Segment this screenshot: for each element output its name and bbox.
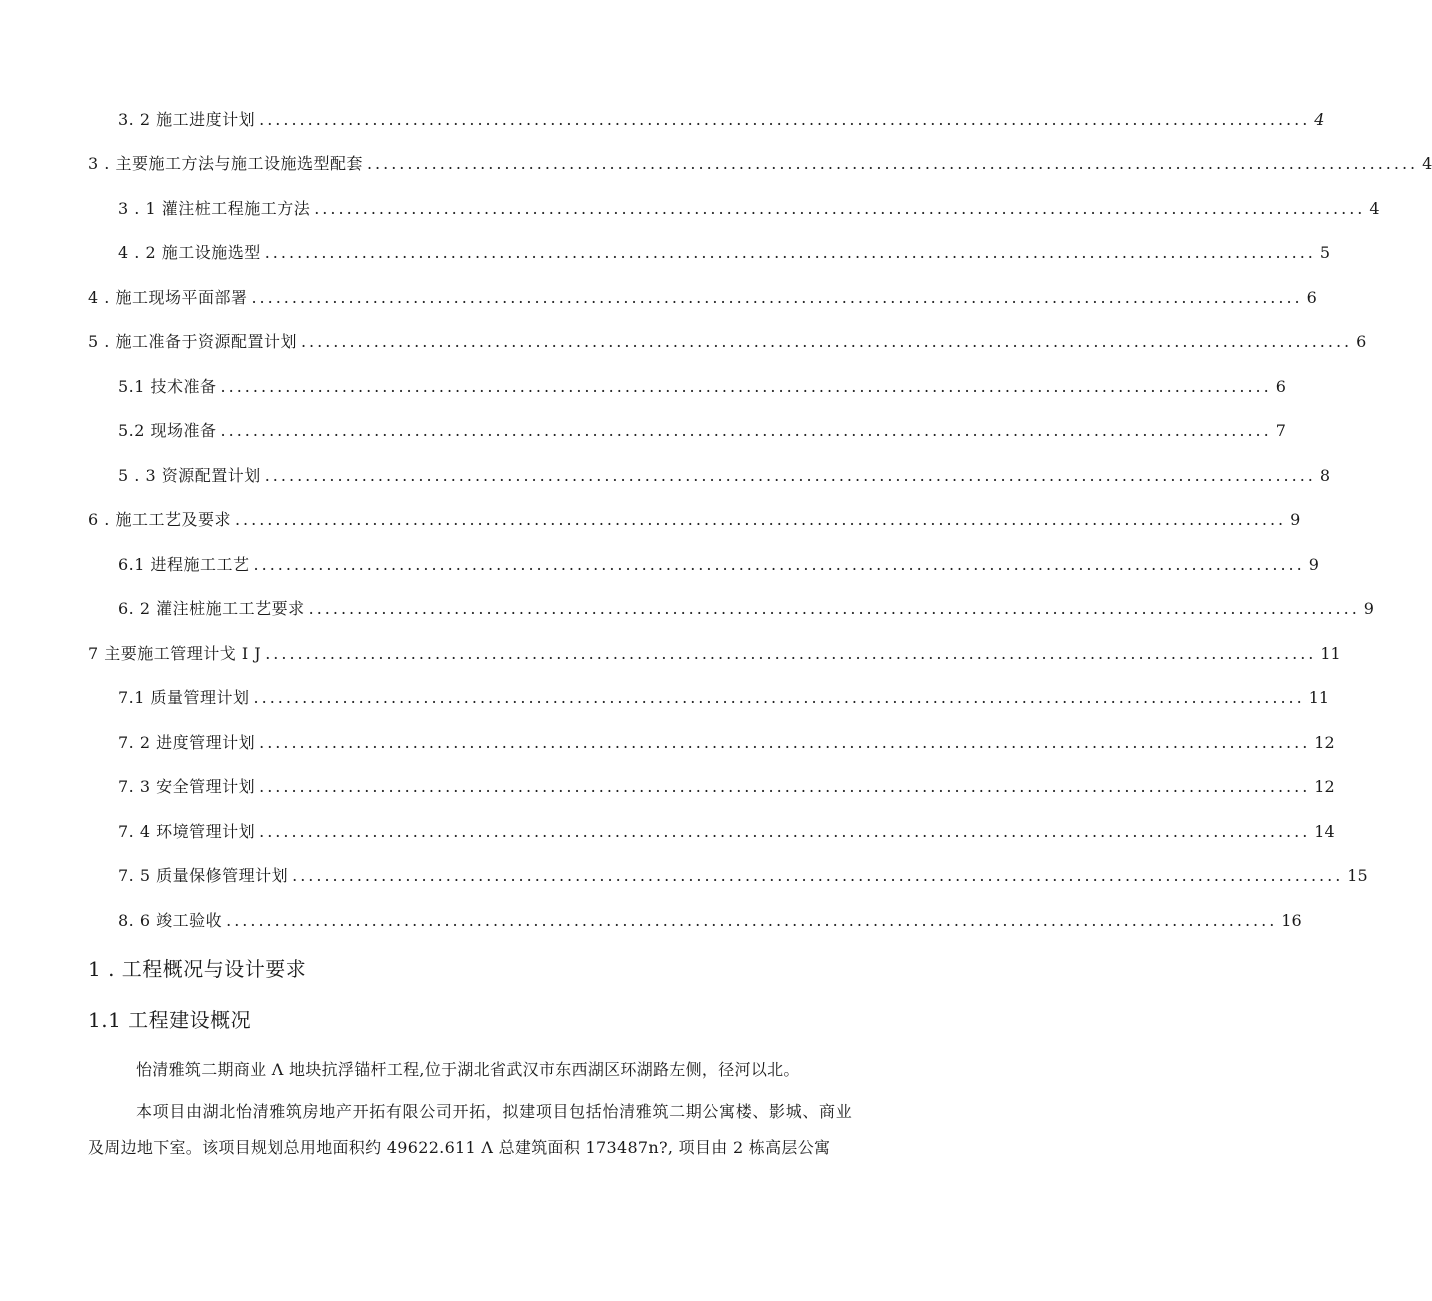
toc-entry[interactable] [118, 377, 1286, 397]
toc-entry[interactable] [118, 911, 1302, 931]
toc-entry[interactable] [88, 332, 1367, 352]
toc-entry[interactable] [118, 243, 1331, 263]
toc-entry-title: 5 . 施工准备于资源配置计划 [88, 332, 297, 351]
toc-entry-title: 7. 2 进度管理计划 [118, 733, 256, 752]
toc-entry[interactable] [118, 466, 1331, 486]
toc-leader-dots: .................................................................................................................................. [366, 154, 1419, 173]
toc-leader-dots: .................................................................................................................................. [226, 911, 1278, 930]
toc-leader-dots: .................................................................................................................................. [314, 199, 1366, 218]
toc-entry[interactable] [88, 510, 1301, 530]
toc-entry-page: 6 [1275, 377, 1286, 396]
toc-entry-page: 9 [1363, 599, 1374, 618]
toc-entry-title: 7. 3 安全管理计划 [118, 777, 256, 796]
toc-entry-title: 5 . 3 资源配置计划 [118, 466, 261, 485]
toc-entry[interactable] [88, 644, 1341, 664]
toc-entry-page: 4 [1314, 110, 1325, 129]
toc-entry[interactable] [88, 154, 1432, 174]
toc-entry-title: 3 . 1 灌注桩工程施工方法 [118, 199, 311, 218]
toc-entry-page: 11 [1320, 644, 1341, 663]
toc-entry-page: 7 [1275, 421, 1286, 440]
toc-leader-dots: .................................................................................................................................. [220, 377, 1272, 396]
toc-entry-page: 15 [1347, 866, 1368, 885]
toc-entry-title: 7 主要施工管理计戈 I J [88, 644, 262, 663]
toc-entry-page: 9 [1308, 555, 1319, 574]
toc-entry-title: 8. 6 竣工验收 [118, 911, 223, 930]
toc-entry[interactable] [118, 110, 1325, 130]
toc-entry-page: 5 [1319, 243, 1331, 262]
toc-entry[interactable] [118, 199, 1380, 219]
body-paragraph: 怡清雅筑二期商业 Λ 地块抗浮锚杆工程,位于湖北省武汉市东西湖区环湖路左侧，径河以北。 [136, 1060, 800, 1079]
toc-entry-page: 8 [1319, 466, 1331, 485]
toc-entry-page: 9 [1290, 510, 1301, 529]
toc-entry-page: 4 [1369, 199, 1380, 218]
toc-entry-title: 6.1 进程施工工艺 [118, 555, 250, 574]
toc-entry-title: 6 . 施工工艺及要求 [88, 510, 231, 529]
toc-entry-page: 16 [1281, 911, 1302, 930]
toc-entry-page: 12 [1314, 733, 1335, 752]
toc-leader-dots: .................................................................................................................................. [259, 733, 1311, 752]
toc-entry-page: 12 [1314, 777, 1335, 796]
toc-leader-dots: .................................................................................................................................. [308, 599, 1360, 618]
toc-entry-title: 5.2 现场准备 [118, 421, 217, 440]
toc-entry[interactable] [118, 777, 1335, 797]
toc-entry[interactable] [88, 288, 1317, 308]
toc-entry-page: 4 [1422, 154, 1432, 173]
toc-entry[interactable] [118, 421, 1286, 441]
toc-leader-dots: .................................................................................................................................. [234, 510, 1287, 529]
toc-leader-dots: .................................................................................................................................. [253, 555, 1305, 574]
toc-entry-title: 6. 2 灌注桩施工工艺要求 [118, 599, 305, 618]
toc-leader-dots: .................................................................................................................................. [264, 466, 1316, 485]
toc-entry[interactable] [118, 733, 1335, 753]
toc-entry-title: 3. 2 施工进度计划 [118, 110, 256, 129]
toc-leader-dots: .................................................................................................................................. [264, 243, 1316, 262]
toc-entry[interactable] [118, 866, 1368, 886]
body-paragraph: 本项目由湖北怡清雅筑房地产开拓有限公司开拓，拟建项目包括怡清雅筑二期公寓楼、影城、商业及周边地下室。该项目规划总用地面积约 49622.611 Λ 总建筑面积 173487n?, 项目由 2 栋高层公寓 [88, 1102, 852, 1157]
toc-leader-dots: .................................................................................................................................. [253, 688, 1305, 707]
toc-leader-dots: .................................................................................................................................. [259, 822, 1311, 841]
toc-entry-title: 5.1 技术准备 [118, 377, 217, 396]
toc-leader-dots: .................................................................................................................................. [251, 288, 1303, 307]
toc-entry-title: 4 . 2 施工设施选型 [118, 243, 261, 262]
toc-entry-page: 6 [1306, 288, 1317, 307]
toc-leader-dots: .................................................................................................................................. [259, 777, 1311, 796]
toc-entry[interactable] [118, 555, 1319, 575]
toc-entry-title: 3 . 主要施工方法与施工设施选型配套 [88, 154, 363, 173]
toc-entry-title: 7. 5 质量保修管理计划 [118, 866, 289, 885]
toc-entry-page: 11 [1308, 688, 1330, 707]
toc-entry-page: 14 [1314, 822, 1335, 841]
subsection-heading: 1.1 工程建设概况 [88, 1008, 252, 1032]
toc-leader-dots: .................................................................................................................................. [300, 332, 1353, 351]
toc-entry[interactable] [118, 822, 1335, 842]
toc-leader-dots: .................................................................................................................................. [265, 644, 1317, 663]
toc-leader-dots: .................................................................................................................................. [259, 110, 1311, 129]
toc-leader-dots: .................................................................................................................................. [292, 866, 1344, 885]
toc-entry-title: 7.1 质量管理计划 [118, 688, 250, 707]
toc-entry-title: 4 . 施工现场平面部署 [88, 288, 248, 307]
toc-leader-dots: .................................................................................................................................. [220, 421, 1272, 440]
toc-entry[interactable] [118, 599, 1374, 619]
toc-entry-page: 6 [1356, 332, 1367, 351]
section-heading: 1 . 工程概况与设计要求 [88, 957, 307, 981]
toc-entry[interactable] [118, 688, 1330, 708]
toc-entry-title: 7. 4 环境管理计划 [118, 822, 256, 841]
